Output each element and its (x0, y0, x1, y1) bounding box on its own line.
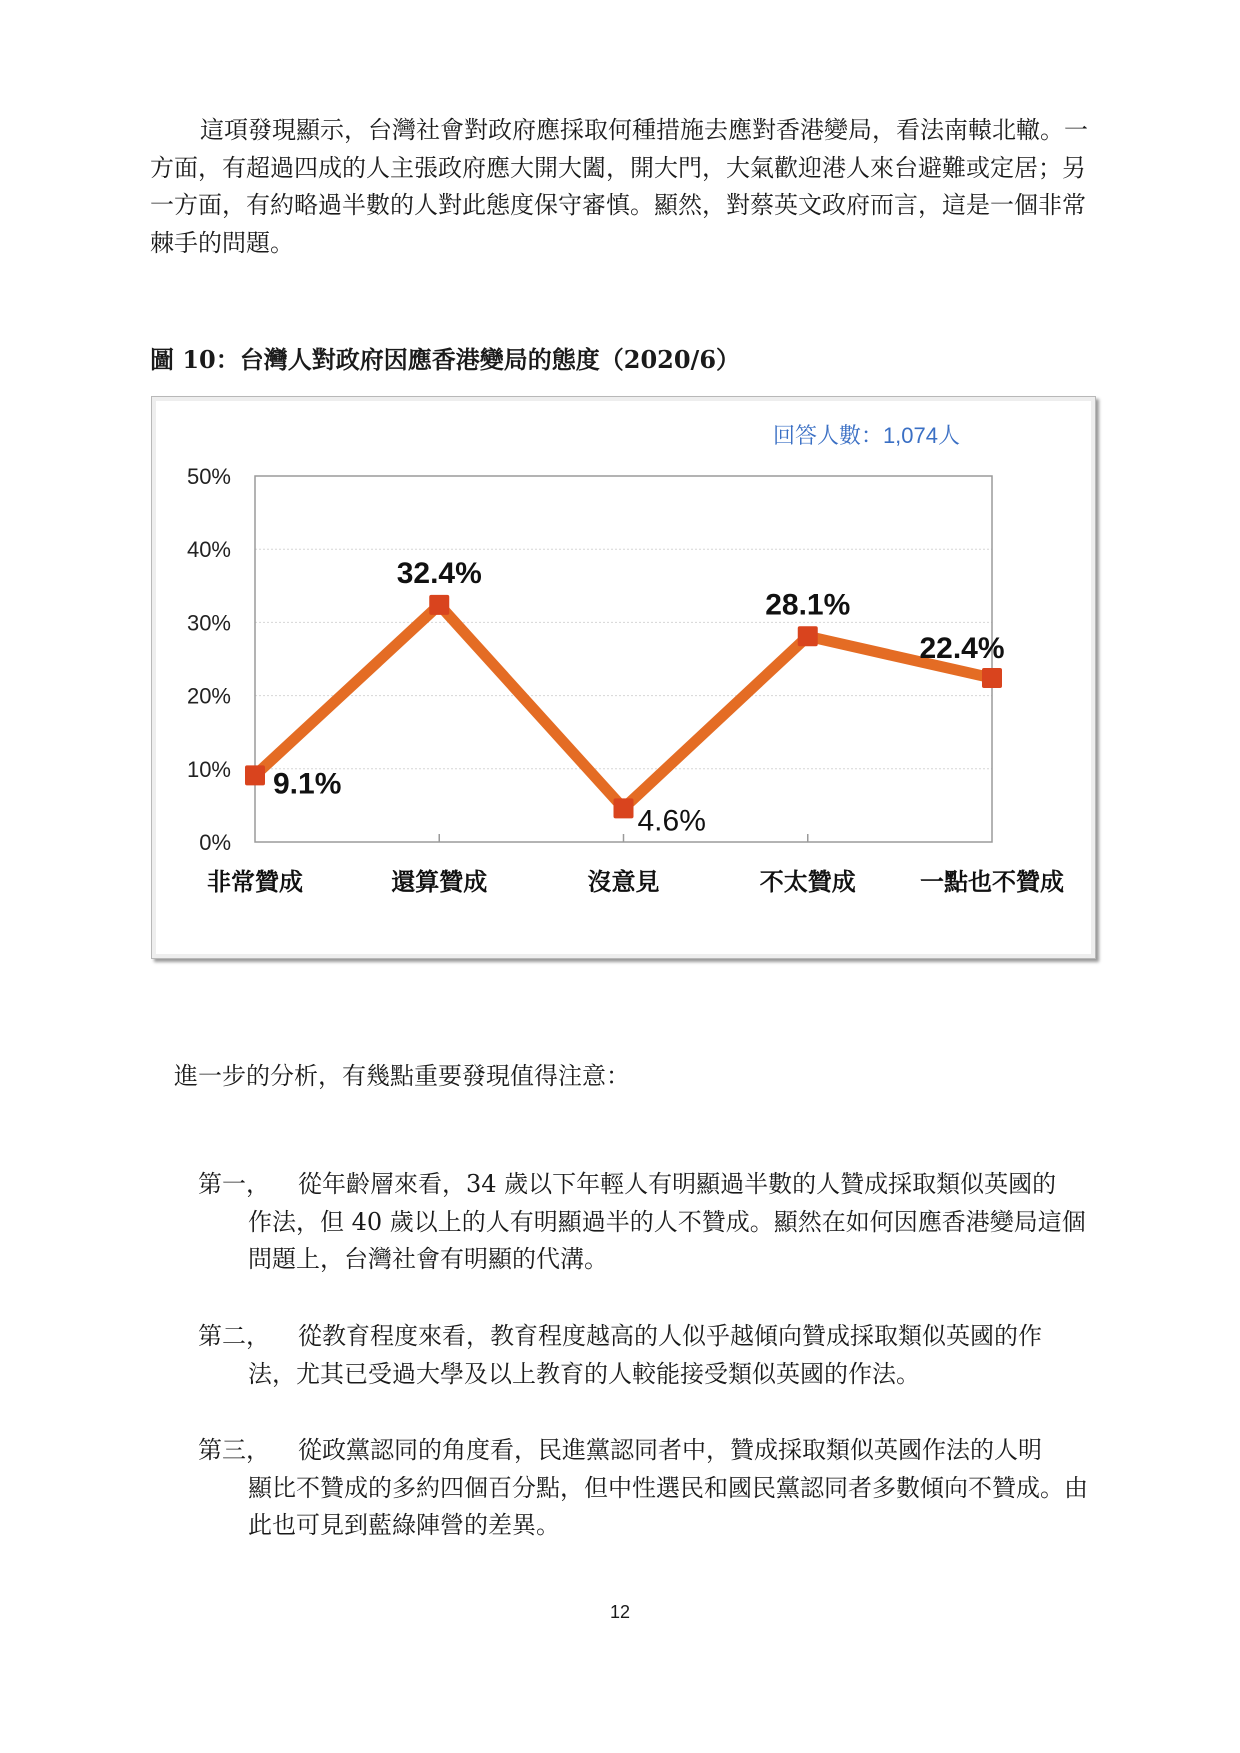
y-tick-label: 40% (186, 537, 231, 563)
finding-text-first-line: 從年齡層來看，34 歲以下年輕人有明顯過半數的人贊成採取類似英國的 (298, 1170, 1057, 1198)
finding-text-first-line: 從政黨認同的角度看，民進黨認同者中，贊成採取類似英國作法的人明 (298, 1436, 1042, 1464)
data-point-marker (429, 595, 449, 615)
data-point-marker (982, 668, 1002, 688)
x-tick-label: 非常贊成 (207, 868, 303, 896)
x-tick-label: 不太贊成 (759, 868, 856, 896)
finding-text-rest: 法，尤其已受過大學及以上教育的人較能接受類似英國的作法。 (248, 1359, 920, 1388)
plot-area-frame (255, 476, 992, 842)
finding-text-rest: 顯比不贊成的多約四個百分點，但中性選民和國民黨認同者多數傾向不贊成。由此也可見到藍綠陣營的差異。 (248, 1473, 1088, 1539)
finding-1 (198, 1166, 1090, 1279)
chart-canvas (152, 397, 1095, 958)
finding-label: 第三， (198, 1436, 270, 1464)
finding-label: 第一， (198, 1170, 270, 1198)
data-point-marker (245, 765, 265, 785)
data-label: 4.6% (637, 804, 706, 838)
finding-3 (198, 1432, 1090, 1545)
intro-paragraph: 這項發現顯示，台灣社會對政府應採取何種措施去應對香港變局，看法南轅北轍。一方面，有超過四成的人主張政府應大開大闔，開大門，大氣歡迎港人來台避難或定居；另一方面，有約略過半數的人對此態度保守審慎。顯然，對蔡英文政府而言，這是一個非常棘手的問題。 (150, 116, 1088, 257)
y-tick-label: 10% (186, 756, 231, 782)
data-point-marker (798, 626, 818, 646)
respondents-note: 回答人數：1,074人 (772, 423, 960, 448)
series-markers (245, 595, 1005, 818)
page-number: 12 (609, 1602, 631, 1622)
finding-2 (198, 1318, 1090, 1393)
data-label: 28.1% (765, 588, 851, 622)
y-tick-label: 0% (199, 830, 231, 855)
grid-lines (255, 549, 992, 769)
y-axis-ticks (187, 464, 231, 855)
y-tick-label: 20% (186, 683, 231, 709)
data-label: 9.1% (273, 767, 342, 801)
line-chart (151, 396, 1096, 959)
x-tick-label: 一點也不贊成 (920, 868, 1064, 896)
figure-caption: 圖 10：台灣人對政府因應香港變局的態度（2020/6） (150, 345, 741, 374)
x-tick-label: 還算贊成 (391, 868, 488, 896)
series-line (255, 605, 992, 808)
finding-label: 第二， (198, 1322, 270, 1350)
further-analysis-heading: 進一步的分析，有幾點重要發現值得注意： (174, 1062, 630, 1090)
data-label: 32.4% (396, 556, 482, 590)
x-axis-ticks (207, 834, 1064, 896)
data-point-marker (614, 798, 634, 818)
finding-text-first-line: 從教育程度來看，教育程度越高的人似乎越傾向贊成採取類似英國的作 (298, 1322, 1042, 1350)
data-label: 22.4% (919, 632, 1005, 666)
y-tick-label: 50% (186, 464, 231, 489)
finding-text-rest: 作法，但 40 歲以上的人有明顯過半的人不贊成。顯然在如何因應香港變局這個問題上，台灣社會有明顯的代溝。 (248, 1207, 1086, 1273)
y-tick-label: 30% (186, 610, 231, 636)
x-tick-label: 沒意見 (587, 868, 660, 896)
